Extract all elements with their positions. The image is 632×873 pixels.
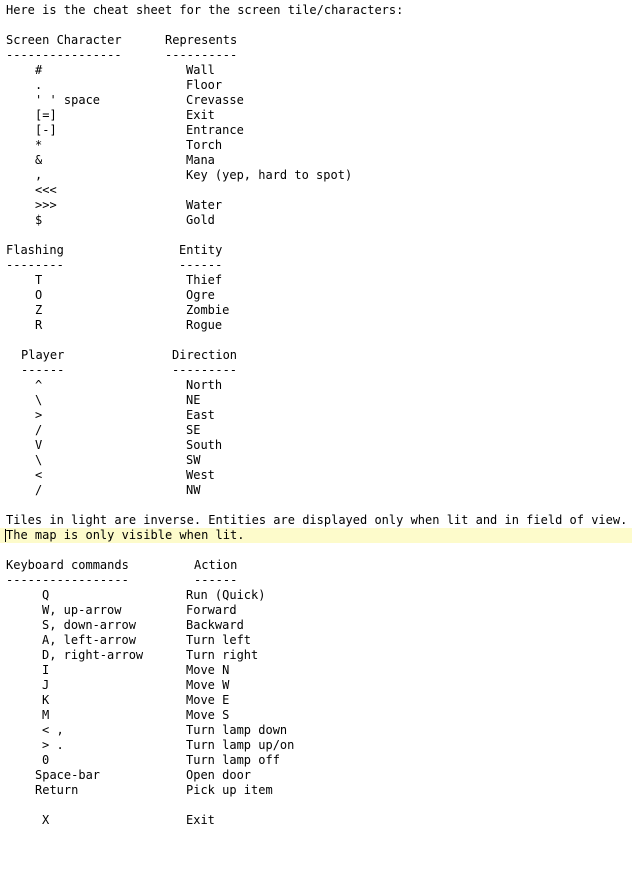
command-action: Backward	[186, 618, 244, 632]
player-header-meaning: Direction	[172, 348, 238, 362]
entity-char: R	[35, 318, 43, 332]
entity-char: O	[35, 288, 43, 302]
tile-meaning: Water	[186, 198, 223, 212]
command-key: X	[42, 813, 50, 827]
tile-row	[0, 198, 632, 213]
command-row	[0, 753, 632, 768]
command-key: D, right-arrow	[42, 648, 144, 662]
tile-row	[0, 213, 632, 228]
player-char: >	[35, 408, 43, 422]
tile-char: ,	[35, 168, 43, 182]
command-key: K	[42, 693, 50, 707]
command-action: Turn lamp off	[186, 753, 280, 767]
command-row	[0, 618, 632, 633]
command-key: I	[42, 663, 50, 677]
command-row	[0, 708, 632, 723]
command-key: > .	[42, 738, 64, 752]
tile-char: [=]	[35, 108, 57, 122]
command-key: Space-bar	[35, 768, 101, 782]
command-key: Return	[35, 783, 79, 797]
player-direction: West	[186, 468, 215, 482]
entities-rule-right: ------	[179, 258, 223, 272]
command-action: Move N	[186, 663, 230, 677]
tile-char: .	[35, 78, 43, 92]
player-char: /	[35, 483, 43, 497]
command-action: Open door	[186, 768, 252, 782]
entity-row	[0, 273, 632, 288]
tiles-header-row	[0, 33, 632, 48]
tile-meaning: Wall	[186, 63, 215, 77]
tile-char: $	[35, 213, 43, 227]
entity-meaning: Zombie	[186, 303, 230, 317]
command-action: Move W	[186, 678, 230, 692]
player-header-row	[0, 348, 632, 363]
note-text-1: Tiles in light are inverse. Entities are displayed only when lit and in field of view.	[6, 513, 628, 527]
command-row	[0, 738, 632, 753]
tile-row	[0, 78, 632, 93]
commands-rule-row	[0, 573, 632, 588]
player-row	[0, 378, 632, 393]
command-key: Q	[42, 588, 50, 602]
command-key: < ,	[42, 723, 64, 737]
tile-row	[0, 108, 632, 123]
player-row	[0, 393, 632, 408]
player-direction: East	[186, 408, 215, 422]
entities-header-meaning: Entity	[179, 243, 223, 257]
tile-meaning: Gold	[186, 213, 215, 227]
player-direction: NE	[186, 393, 201, 407]
tile-row	[0, 138, 632, 153]
tile-meaning: Floor	[186, 78, 223, 92]
player-direction: NW	[186, 483, 201, 497]
command-action: Forward	[186, 603, 237, 617]
player-rule-left: ------	[21, 363, 65, 377]
commands-header-row	[0, 558, 632, 573]
entity-meaning: Rogue	[186, 318, 223, 332]
command-action: Turn left	[186, 633, 252, 647]
commands-rule-left: -----------------	[6, 573, 129, 587]
note-text-2: The map is only visible when lit.	[6, 528, 245, 542]
command-key: M	[42, 708, 50, 722]
note-line-2-highlighted[interactable]	[0, 528, 632, 543]
command-row	[0, 663, 632, 678]
player-rule-row	[0, 363, 632, 378]
tile-char: ' ' space	[35, 93, 101, 107]
command-row	[0, 693, 632, 708]
command-row	[0, 603, 632, 618]
player-direction: South	[186, 438, 223, 452]
commands-header-action: Action	[194, 558, 238, 572]
tile-char: *	[35, 138, 43, 152]
tile-char: [-]	[35, 123, 57, 137]
commands-rule-right: ------	[194, 573, 238, 587]
tiles-header-char: Screen Character	[6, 33, 122, 47]
tile-meaning: Exit	[186, 108, 215, 122]
tile-meaning: Mana	[186, 153, 215, 167]
player-row	[0, 483, 632, 498]
command-row	[0, 783, 632, 798]
tile-meaning: Crevasse	[186, 93, 244, 107]
command-action: Turn lamp down	[186, 723, 288, 737]
player-header-char: Player	[21, 348, 65, 362]
tile-row	[0, 183, 632, 198]
player-direction: North	[186, 378, 223, 392]
tile-meaning: Torch	[186, 138, 223, 152]
command-row	[0, 723, 632, 738]
player-direction: SE	[186, 423, 201, 437]
command-action: Move S	[186, 708, 230, 722]
player-row	[0, 468, 632, 483]
tile-char: &	[35, 153, 43, 167]
player-char: V	[35, 438, 43, 452]
command-row	[0, 648, 632, 663]
entity-row	[0, 288, 632, 303]
entities-rule-row	[0, 258, 632, 273]
command-row	[0, 678, 632, 693]
tile-row	[0, 123, 632, 138]
tile-row	[0, 168, 632, 183]
command-key: S, down-arrow	[42, 618, 136, 632]
entities-header-char: Flashing	[6, 243, 64, 257]
command-key: W, up-arrow	[42, 603, 122, 617]
tile-char: #	[35, 63, 43, 77]
entities-rule-left: --------	[6, 258, 64, 272]
player-char: /	[35, 423, 43, 437]
tile-row	[0, 153, 632, 168]
entity-char: Z	[35, 303, 43, 317]
command-row	[0, 633, 632, 648]
commands-header-key: Keyboard commands	[6, 558, 129, 572]
command-action: Turn right	[186, 648, 259, 662]
intro-text: Here is the cheat sheet for the screen tile/characters:	[6, 3, 404, 17]
player-rule-right: ---------	[172, 363, 238, 377]
tiles-rule-right: ----------	[165, 48, 238, 62]
entity-row	[0, 318, 632, 333]
command-action: Run (Quick)	[186, 588, 266, 602]
player-row	[0, 453, 632, 468]
tile-row	[0, 93, 632, 108]
player-char: \	[35, 393, 43, 407]
player-row	[0, 408, 632, 423]
player-row	[0, 438, 632, 453]
player-char: ^	[35, 378, 43, 392]
entity-meaning: Thief	[186, 273, 223, 287]
player-char: <	[35, 468, 43, 482]
intro-line	[0, 3, 632, 18]
command-action: Exit	[186, 813, 215, 827]
note-line-1	[0, 513, 632, 528]
entities-header-row	[0, 243, 632, 258]
command-row-exit	[0, 813, 632, 828]
command-row	[0, 768, 632, 783]
tile-row	[0, 63, 632, 78]
player-direction: SW	[186, 453, 201, 467]
tiles-header-meaning: Represents	[165, 33, 238, 47]
player-char: \	[35, 453, 43, 467]
entity-row	[0, 303, 632, 318]
tile-char: <<<	[35, 183, 57, 197]
tile-meaning: Key (yep, hard to spot)	[186, 168, 353, 182]
command-action: Turn lamp up/on	[186, 738, 295, 752]
tiles-rule-left: ----------------	[6, 48, 122, 62]
command-key: A, left-arrow	[42, 633, 136, 647]
command-action: Move E	[186, 693, 230, 707]
tile-meaning: Entrance	[186, 123, 244, 137]
entity-char: T	[35, 273, 43, 287]
entity-meaning: Ogre	[186, 288, 215, 302]
tile-char: >>>	[35, 198, 57, 212]
command-key: J	[42, 678, 50, 692]
command-row	[0, 588, 632, 603]
tiles-rule-row	[0, 48, 632, 63]
command-key: 0	[42, 753, 50, 767]
player-row	[0, 423, 632, 438]
command-action: Pick up item	[186, 783, 273, 797]
